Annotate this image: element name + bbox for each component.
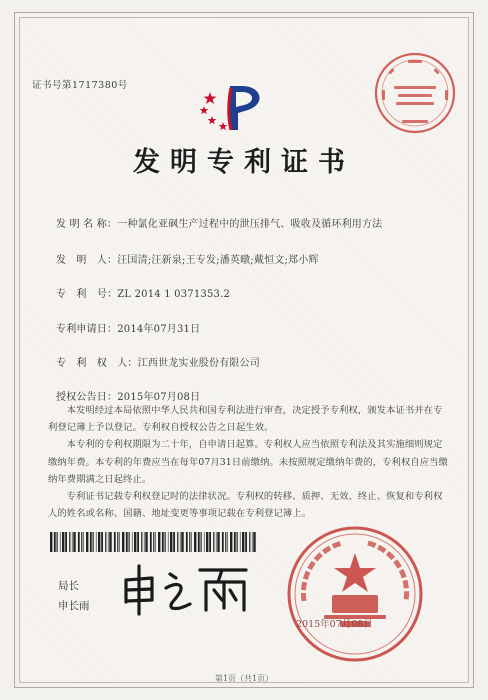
field-value: 2015年07月08日 [117, 392, 201, 403]
barcode-bar [78, 532, 80, 552]
barcode-bar [83, 532, 84, 552]
patent-agency-stamp [372, 50, 458, 136]
barcode-bar [134, 532, 136, 552]
barcode-bar [222, 532, 224, 552]
barcode-bar [114, 532, 116, 552]
barcode-bar [141, 532, 142, 552]
sipo-emblem-icon [198, 72, 278, 142]
barcode-bar [153, 532, 154, 552]
barcode-bar [204, 532, 205, 552]
barcode-bar [230, 532, 232, 552]
director-title: 局长 [58, 580, 79, 592]
barcode-bar [69, 532, 70, 552]
barcode-bar [165, 532, 166, 552]
barcode-bar [206, 532, 208, 552]
barcode-bar [217, 532, 219, 552]
field-value: ZL 2014 1 0371353.2 [117, 289, 231, 300]
barcode-bar [189, 532, 190, 552]
page-footer: 第1页（共1页） [214, 674, 274, 683]
barcode-bar [162, 532, 164, 552]
barcode-bar [186, 532, 188, 552]
field-value: 江西世龙实业股份有限公司 [137, 358, 261, 369]
barcode-bar [253, 532, 255, 552]
certificate-body [48, 402, 448, 522]
barcode-bar [150, 532, 152, 552]
body-paragraph: 本发明经过本局依照中华人民共和国专利法进行审查，决定授予专利权，颁发本证书并在专利登记簿上予以登记。专利权自授权公告之日起生效。 [48, 405, 443, 434]
barcode-bar [132, 532, 133, 552]
barcode-bar [137, 532, 139, 552]
barcode-bar [242, 532, 244, 552]
director-name: 申长雨 [58, 600, 90, 612]
barcode-bar [119, 532, 120, 552]
barcode-bar [252, 532, 253, 552]
barcode-bar [227, 532, 228, 552]
invention-title-field [56, 215, 382, 230]
field-label: 授权公告日： [56, 392, 118, 403]
barcode [50, 532, 256, 552]
barcode-bar [234, 532, 236, 552]
inventors-field [56, 251, 319, 266]
barcode-bar [50, 532, 52, 552]
national-ip-office-seal [284, 523, 426, 665]
barcode-bar [216, 532, 217, 552]
barcode-bar [194, 532, 196, 552]
seal-date: 2015年07月08日 [296, 619, 373, 630]
field-label: 发 明 人： [56, 255, 118, 266]
barcode-bar [72, 532, 73, 552]
field-label: 专 利 号： [56, 289, 118, 300]
filing-date-field [56, 320, 200, 335]
certificate-title: 发明专利证书 [133, 147, 355, 178]
barcode-bar [177, 532, 178, 552]
patent-number-field [56, 285, 230, 300]
barcode-bar [129, 532, 130, 552]
barcode-bar [109, 532, 111, 552]
barcode-bar [237, 532, 238, 552]
barcode-bar [81, 532, 82, 552]
barcode-bar [98, 532, 100, 552]
barcode-bar [155, 532, 156, 552]
barcode-bar [245, 532, 247, 552]
barcode-bar [117, 532, 118, 552]
barcode-bar [173, 532, 175, 552]
barcode-bar [90, 532, 92, 552]
barcode-bar [198, 532, 200, 552]
barcode-bar [86, 532, 88, 552]
field-label: 发 明 名 称： [56, 219, 118, 230]
barcode-bar [122, 532, 124, 552]
barcode-bar [249, 532, 250, 552]
body-paragraph: 本专利的专利权期限为二十年，自申请日起算。专利权人应当依照专利法及其实施细则规定缴纳年费。本专利的年费应当在每年07月31日前缴纳。未按照规定缴纳年费的，专利权自应当缴纳年费期满之日起终止。 [48, 439, 448, 485]
barcode-bar [240, 532, 241, 552]
barcode-bar [54, 532, 56, 552]
barcode-bar [144, 532, 145, 552]
field-label: 专利申请日： [56, 324, 118, 335]
barcode-bar [145, 532, 147, 552]
barcode-bar [57, 532, 58, 552]
field-value: 一种氯化亚砜生产过程中的泄压排气、吸收及循环利用方法 [117, 219, 383, 230]
barcode-bar [201, 532, 202, 552]
field-value: 2014年07月31日 [117, 324, 201, 335]
barcode-bar [213, 532, 214, 552]
barcode-bar [105, 532, 106, 552]
director-signature [118, 560, 258, 616]
barcode-bar [93, 532, 94, 552]
barcode-bar [191, 532, 192, 552]
barcode-bar [170, 532, 172, 552]
barcode-bar [168, 532, 169, 552]
certificate-number: 证书号第1717380号 [32, 80, 128, 91]
field-value: 汪国清;汪新泉;王专发;潘英暾;戴恒文;郑小辉 [117, 255, 319, 266]
body-paragraph: 专利证书记载专利权登记时的法律状况。专利权的转移、质押、无效、终止、恢复和专利权人的姓名或名称、国籍、地址变更等事项记载在专利登记簿上。 [48, 491, 443, 520]
barcode-bar [60, 532, 61, 552]
barcode-bar [62, 532, 64, 552]
barcode-bar [126, 532, 128, 552]
barcode-bar [73, 532, 75, 552]
barcode-bar [96, 532, 97, 552]
patentee-field [56, 354, 260, 369]
barcode-bar [65, 532, 67, 552]
barcode-bar [181, 532, 183, 552]
barcode-bar [158, 532, 160, 552]
barcode-bar [101, 532, 103, 552]
barcode-bar [108, 532, 109, 552]
barcode-bar [225, 532, 226, 552]
barcode-bar [180, 532, 181, 552]
grant-date-field [56, 388, 200, 403]
barcode-bar [209, 532, 211, 552]
field-label: 专 利 权 人： [56, 358, 138, 369]
